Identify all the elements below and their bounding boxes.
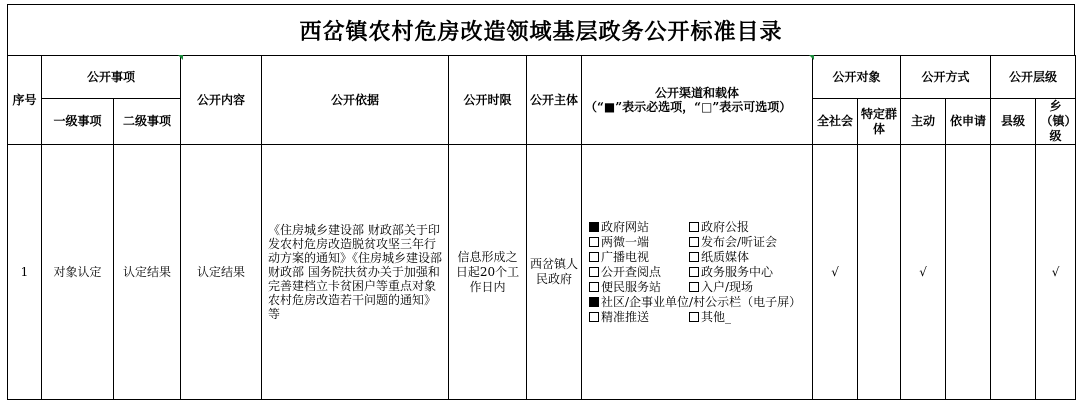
channel-option [689, 310, 799, 324]
cell-target-all: √ [813, 145, 858, 400]
channel-option [589, 280, 689, 294]
unchecked-box-icon [689, 267, 699, 277]
channel-label: 精准推送 [601, 310, 650, 324]
header-target-special: 特定群体 [858, 99, 901, 145]
cell-time: 信息形成之日起20个工作日内 [449, 145, 527, 400]
channel-label: 其他_ [701, 310, 732, 324]
channel-label: 便民服务站 [601, 280, 662, 294]
header-seq: 序号 [8, 56, 42, 145]
document-sheet [7, 4, 1075, 396]
cell-level-town: √ [1036, 145, 1076, 400]
header-matters: 公开事项 [42, 56, 181, 99]
cell-method-active: √ [901, 145, 946, 400]
channel-label: 公开查阅点 [601, 265, 662, 279]
header-method-request: 依申请 [946, 99, 991, 145]
channel-option [689, 250, 799, 264]
header-subject: 公开主体 [527, 56, 582, 145]
channel-option [589, 265, 689, 279]
cell-channels [582, 145, 813, 400]
channel-option [689, 265, 799, 279]
unchecked-box-icon [689, 222, 699, 232]
channel-list [585, 220, 809, 324]
header-level2: 二级事项 [114, 99, 181, 145]
channel-label: 入户/现场 [701, 280, 754, 294]
header-basis: 公开依据 [262, 56, 449, 145]
cell-level2: 认定结果 [114, 145, 181, 400]
channel-label: 广播电视 [601, 250, 650, 264]
unchecked-box-icon [689, 237, 699, 247]
channel-label: 政府网站 [601, 220, 650, 234]
checked-box-icon [589, 297, 599, 307]
channel-option [589, 235, 689, 249]
header-target-all: 全社会 [813, 99, 858, 145]
channel-label: 政务服务中心 [701, 265, 774, 279]
cell-basis: 《住房城乡建设部 财政部关于印发农村危房改造脱贫攻坚三年行动方案的通知》《住房城乡建设部 财政部 国务院扶贫办关于加强和完善建档立卡贫困户等重点对象农村危房改造若干问题的通知》等 [262, 145, 449, 400]
cell-seq: 1 [8, 145, 42, 400]
channel-label: 社区/企事业单位/村公示栏（电子屏） [601, 295, 802, 309]
page-title: 西岔镇农村危房改造领域基层政务公开标准目录 [7, 4, 1075, 55]
unchecked-box-icon [589, 267, 599, 277]
header-level-town: 乡（镇）级 [1036, 99, 1076, 145]
channel-option [589, 250, 689, 264]
header-channel [582, 56, 813, 145]
header-method: 公开方式 [901, 56, 991, 99]
channel-option [689, 220, 799, 234]
header-level-county: 县级 [991, 99, 1036, 145]
header-channel-title: 公开渠道和载体 [655, 86, 740, 100]
cell-subject: 西岔镇人民政府 [527, 145, 582, 400]
cell-method-request [946, 145, 991, 400]
channel-option [689, 280, 799, 294]
cell-level-county [991, 145, 1036, 400]
channel-label: 发布会/听证会 [701, 235, 778, 249]
header-time: 公开时限 [449, 56, 527, 145]
catalog-table [7, 55, 1076, 400]
comment-marker-icon [178, 55, 183, 60]
channel-option [689, 235, 799, 249]
cell-content: 认定结果 [181, 145, 262, 400]
unchecked-box-icon [689, 282, 699, 292]
header-content: 公开内容 [181, 56, 262, 145]
header-level1: 一级事项 [42, 99, 114, 145]
channel-label: 两微一端 [601, 235, 650, 249]
channel-option [589, 310, 689, 324]
channel-label: 政府公报 [701, 220, 750, 234]
unchecked-box-icon [589, 237, 599, 247]
unchecked-box-icon [589, 312, 599, 322]
header-row-1 [8, 56, 1076, 99]
cell-level1: 对象认定 [42, 145, 114, 400]
unchecked-box-icon [589, 282, 599, 292]
channel-option [589, 220, 689, 234]
channel-label: 纸质媒体 [701, 250, 750, 264]
header-target: 公开对象 [813, 56, 901, 99]
unchecked-box-icon [689, 312, 699, 322]
channel-option [589, 295, 802, 309]
comment-marker-icon [809, 55, 814, 60]
table-row [8, 145, 1076, 400]
header-method-active: 主动 [901, 99, 946, 145]
unchecked-box-icon [589, 252, 599, 262]
header-channel-note: （“■”表示必选项，“□”表示可选项） [585, 100, 792, 114]
unchecked-box-icon [689, 252, 699, 262]
header-level: 公开层级 [991, 56, 1076, 99]
checked-box-icon [589, 222, 599, 232]
cell-target-special [858, 145, 901, 400]
